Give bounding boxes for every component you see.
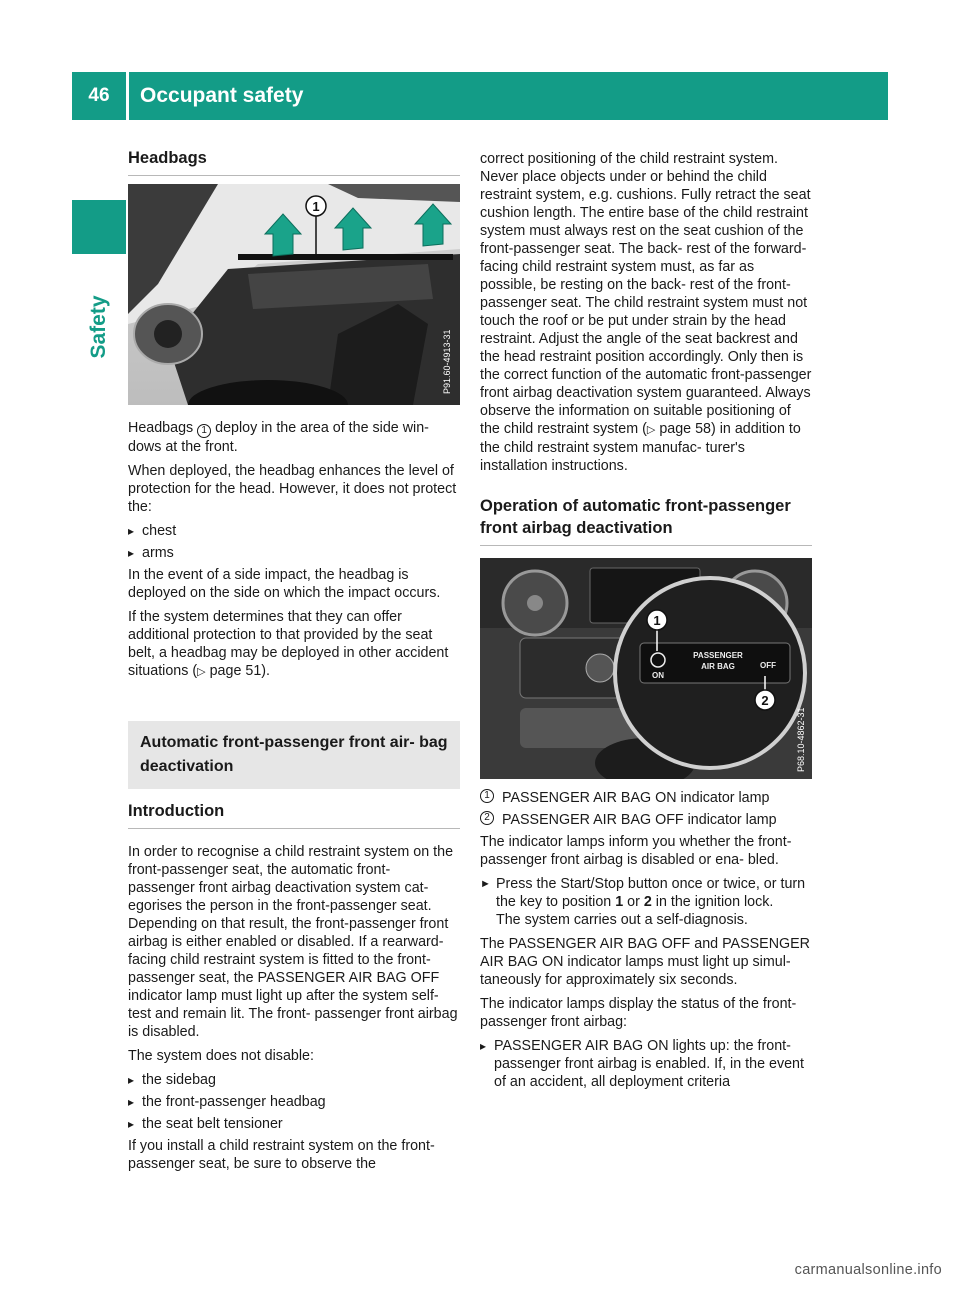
page-ref-arrow-icon: ▷ <box>197 666 206 678</box>
step-key-2: 2 <box>643 894 652 910</box>
headbags-p1 <box>128 419 460 456</box>
intro-p7: If you install a child restraint system on the front-passenger seat, be sure to observe the <box>128 1138 435 1172</box>
fig2-lamp-airbag: AIR BAG <box>701 662 735 671</box>
step-key-1: 1 <box>615 894 624 910</box>
list-item: ▸ chest <box>128 522 460 540</box>
side-tab-block <box>72 200 126 254</box>
header-divider <box>126 72 129 120</box>
legend-row <box>480 789 812 807</box>
page-ref-link[interactable]: page 58 <box>659 421 711 437</box>
right-p1-post: ) in addition to the child restraint system manufac- turer's installation instructions. <box>480 421 801 474</box>
legend-text: PASSENGER AIR BAG OFF indicator lamp <box>502 812 777 828</box>
legend-text: PASSENGER AIR BAG ON indicator lamp <box>502 790 770 806</box>
headbags-p1-pre: Headbags <box>128 420 198 436</box>
headbags-p4-pre: If the system determines that they can offer additional protection to that provided by the seat belt, a headbag may be deployed in other accident situations ( <box>128 609 449 679</box>
headbags-p2: When deployed, the headbag enhances the level of protection for the head. However, it does not protect the: <box>128 463 457 515</box>
headbags-illustration <box>128 184 460 405</box>
headbags-bullets <box>128 522 460 562</box>
right-bullets <box>480 1037 812 1091</box>
headbags-figure <box>128 184 460 405</box>
page-number: 46 <box>88 85 110 106</box>
right-column <box>480 150 812 1095</box>
step-pre: Press the Start/Stop button once or twice, or turn the key to position <box>496 876 806 910</box>
legend-row <box>480 811 812 829</box>
list-item: ▸ the sidebag <box>128 1071 460 1089</box>
headbags-p4 <box>128 608 460 681</box>
list-item: ▸ the front-passenger headbag <box>128 1093 460 1111</box>
right-p1-pre: correct positioning of the child restraint system. Never place objects under or behind the child restraint system, e.g. cushions. Fully retract the seat cushion length. The entire base of the child restraint system must always rest on the seat cushion of the front-passenger seat. The back- rest of the forward-facing child restraint system must, as far as possible, be resting on the back- rest of the front-passenger seat. The child restraint system must not touch the roof or be put under strain by the head restraint. Adjust the angle of the seat backrest and the head restraint position accordingly. Only then is the correct function of the automatic front-passenger front airbag deactivation system guaranteed. Always observe the information on suitable positioning of the child restraint system ( <box>480 151 812 437</box>
headbags-p3: In the event of a side impact, the headbag is deployed on the side on which the impact occurs. <box>128 567 441 601</box>
list-item: ▸ arms <box>128 544 460 562</box>
left-column <box>128 148 460 1179</box>
fig1-callout-1: 1 <box>312 199 320 214</box>
fig2-callout-1: 1 <box>653 613 661 628</box>
page-ref-arrow-icon: ▷ <box>646 424 656 436</box>
right-p1 <box>480 150 812 475</box>
legend <box>480 789 812 829</box>
right-p4: The indicator lamps display the status of the front-passenger front airbag: <box>480 996 797 1030</box>
step-post: in the ignition lock. <box>651 894 774 910</box>
instruction-steps <box>480 875 812 929</box>
console-illustration <box>480 558 812 779</box>
step-mid: or <box>623 894 644 910</box>
callout-2-icon: 2 <box>480 811 494 825</box>
fig2-lamp-off: OFF <box>760 661 776 670</box>
callout-1-icon: 1 <box>480 789 494 803</box>
step-result: The system carries out a self-diagnosis. <box>496 912 748 928</box>
page-title: Occupant safety <box>140 84 304 107</box>
deactivation-figure <box>480 558 812 779</box>
right-p2: The indicator lamps inform you whether the front-passenger front airbag is disabled or ena- bled. <box>480 834 792 868</box>
fig2-lamp-on: ON <box>652 671 664 680</box>
side-tab-label: Safety <box>87 295 110 359</box>
callout-1-icon: 1 <box>197 424 211 438</box>
section-box-title: Automatic front-passenger front air- bag deactivation <box>128 721 460 789</box>
headbags-p4-post: ). <box>261 663 271 679</box>
headbags-p1-post: deploy in the area of the side win- dows at the front. <box>128 420 429 455</box>
intro-p5: In order to recognise a child restraint system on the front-passenger seat, the automatic front- passenger front airbag deactivation system cat- egorises the person in the front-passenger seat. Depending on that result, the front-passenger front airbag is either enabled or disabled. If a rearward-facing child restraint system is fitted to the front-passenger seat, the PASSENGER AIR BAG OFF indicator lamp must light up after the system self-test and remain lit. The front- passenger front airbag is disabled. <box>128 844 458 1040</box>
section-heading-operation: Operation of automatic front-passenger front airbag deactivation <box>480 495 812 546</box>
fig1-code: P91.60-4913-31 <box>442 329 452 394</box>
fig2-callout-2: 2 <box>761 693 769 708</box>
section-heading-headbags: Headbags <box>128 148 460 176</box>
watermark: carmanualsonline.info <box>794 1262 942 1278</box>
instruction-step <box>480 875 812 929</box>
intro-bullets <box>128 1071 460 1133</box>
section-heading-introduction: Introduction <box>128 801 460 829</box>
right-p3: The PASSENGER AIR BAG OFF and PASSENGER AIR BAG ON indicator lamps must light up simul- taneously for approximately six seconds. <box>480 936 810 988</box>
intro-p6: The system does not disable: <box>128 1048 314 1064</box>
fig2-code: P68.10-4862-31 <box>796 707 806 772</box>
list-item: ▸ the seat belt tensioner <box>128 1115 460 1133</box>
page-ref-link[interactable]: page 51 <box>209 663 262 679</box>
fig2-lamp-passenger: PASSENGER <box>693 651 743 660</box>
list-item: ▸ PASSENGER AIR BAG ON lights up: the front- passenger front airbag is enabled. If, in the event of an accident, all deployment criteria <box>480 1037 812 1091</box>
